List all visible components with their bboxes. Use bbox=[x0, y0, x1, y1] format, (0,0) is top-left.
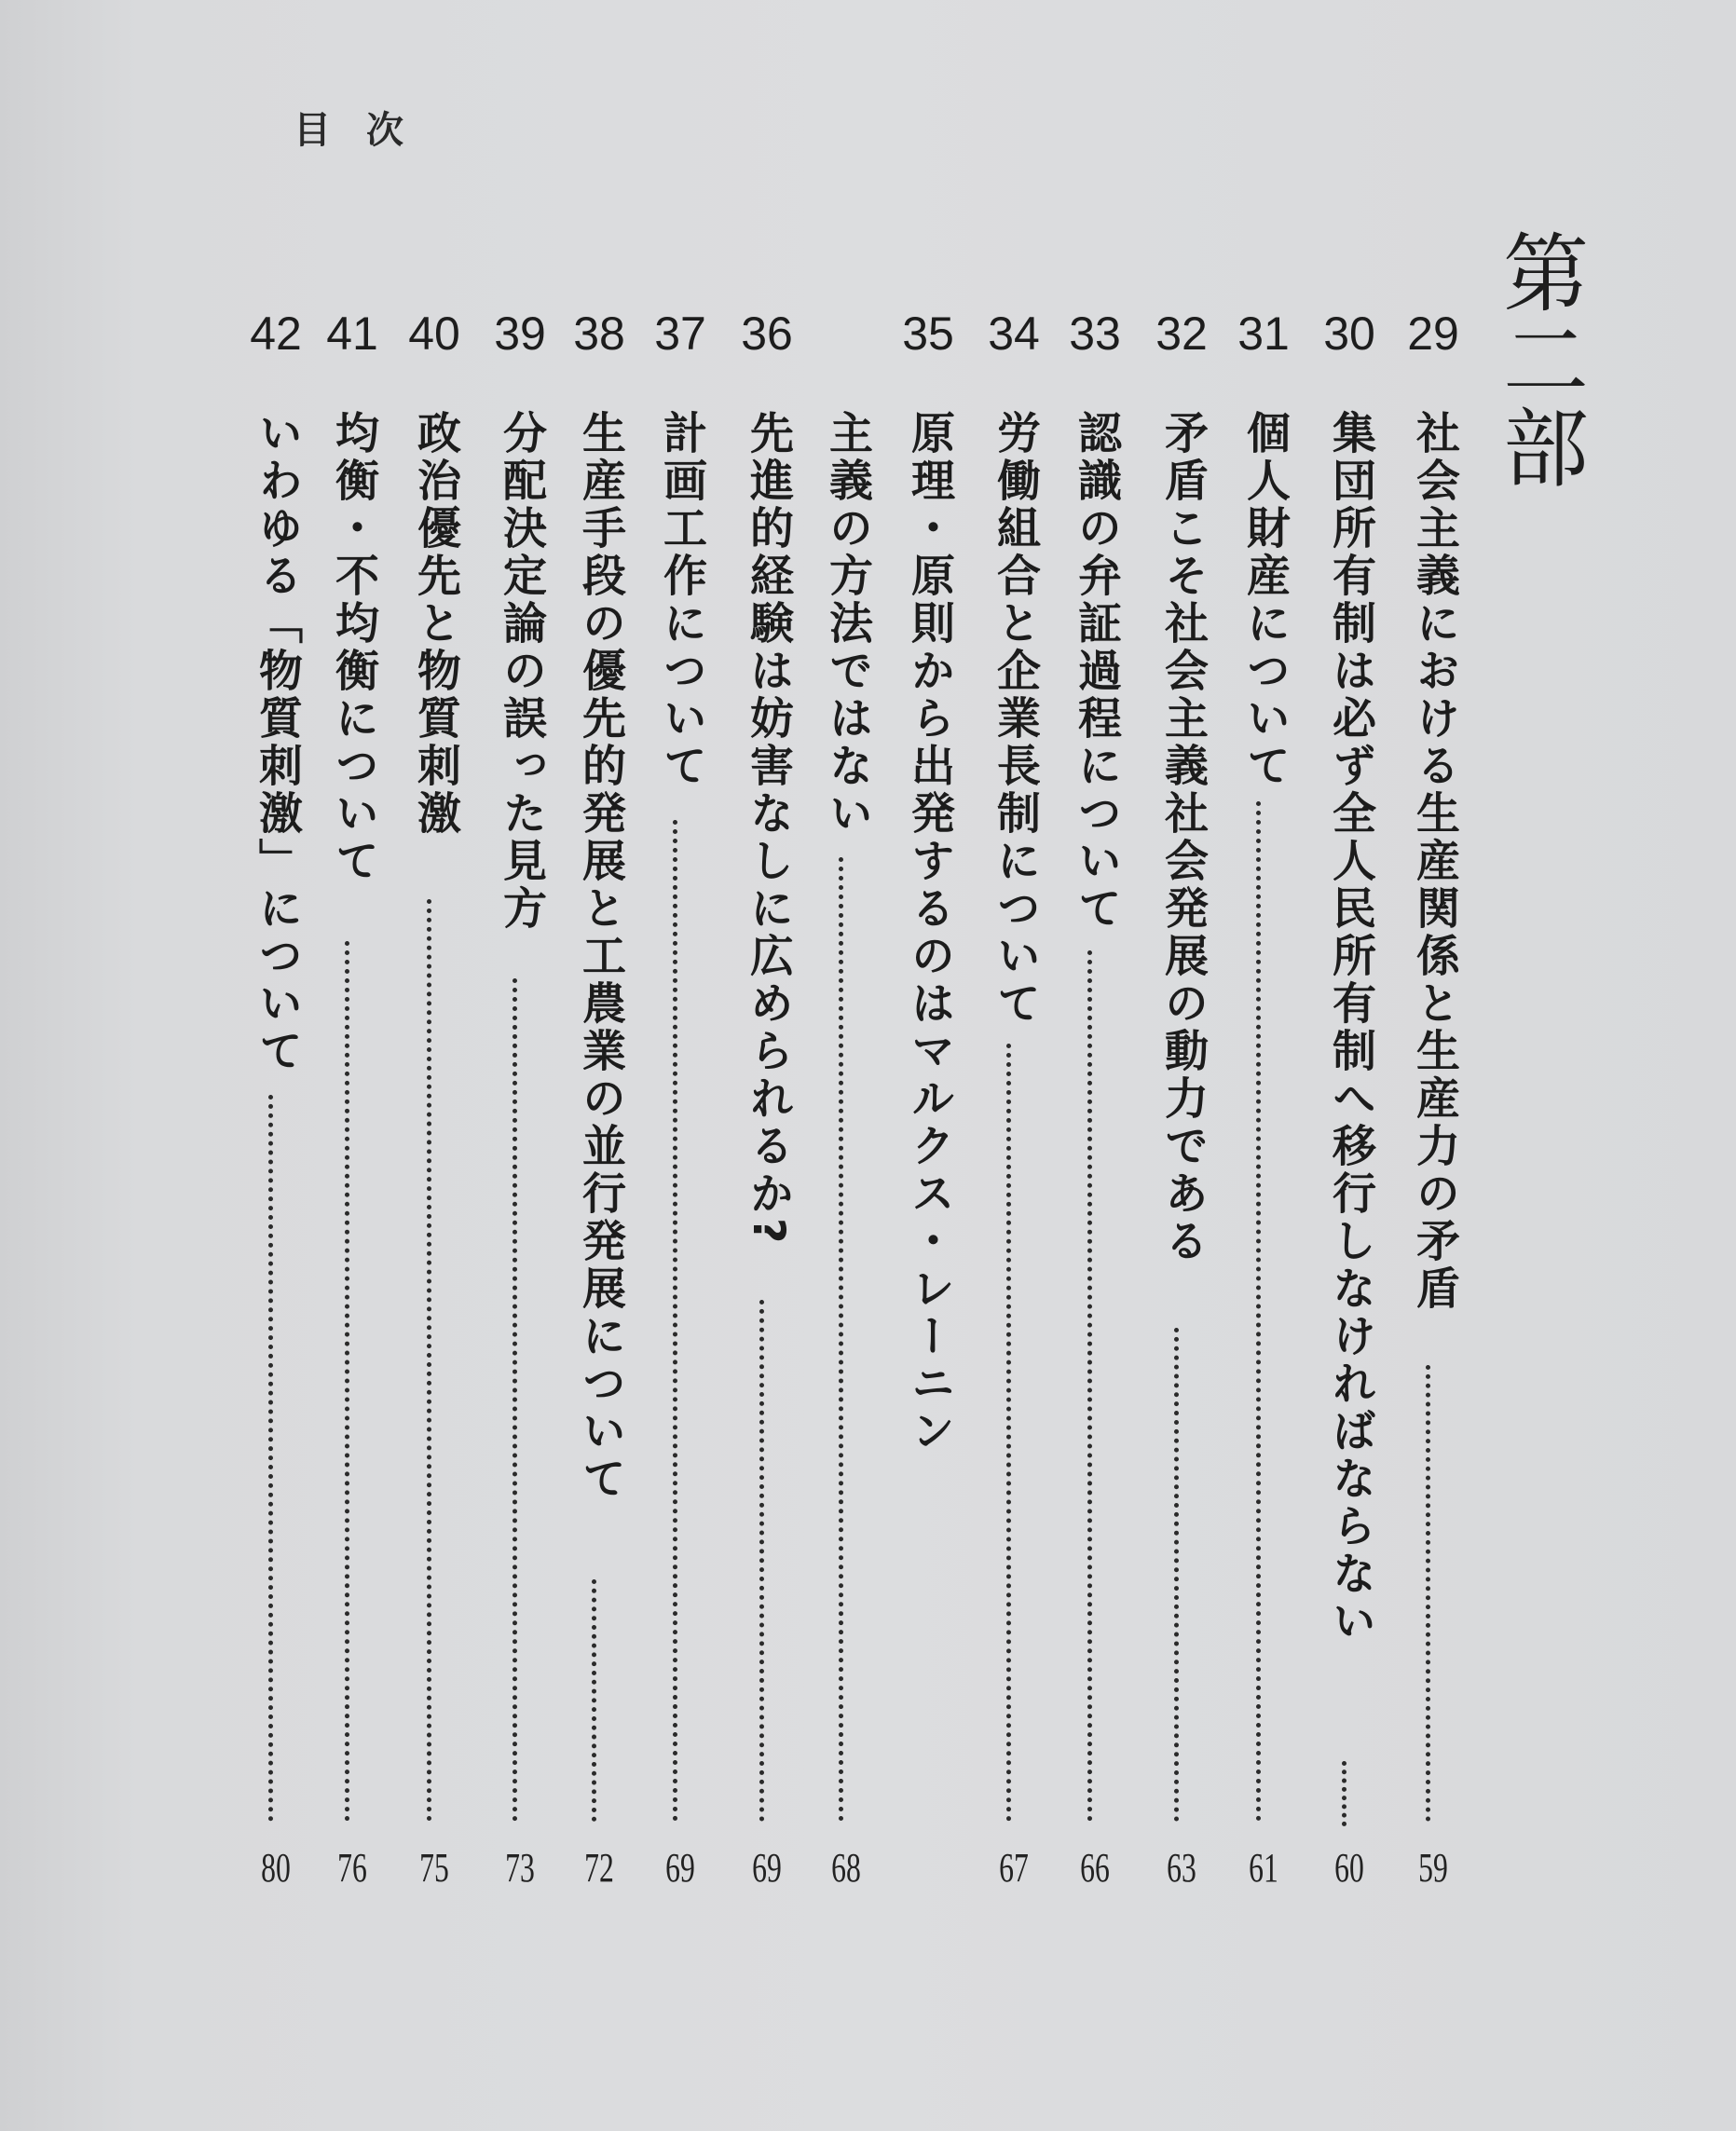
entry-title: 主義の方法ではない bbox=[822, 410, 873, 838]
running-head: 目次 bbox=[294, 109, 439, 152]
toc-entry-29 bbox=[1398, 307, 1469, 1892]
leader-dots bbox=[673, 820, 677, 1822]
entry-title: 個人財産について bbox=[1239, 410, 1291, 790]
leader-dots bbox=[1006, 1044, 1011, 1822]
entry-number: 41 bbox=[326, 307, 378, 360]
entry-page: 63 bbox=[1167, 1845, 1196, 1891]
entry-page: 69 bbox=[752, 1845, 782, 1891]
entry-number: 35 bbox=[902, 307, 954, 360]
toc-entry-35-continued bbox=[811, 307, 882, 1892]
entry-page: 60 bbox=[1334, 1845, 1364, 1891]
leader-dots bbox=[592, 1579, 596, 1822]
toc-entry-34 bbox=[978, 307, 1049, 1892]
entry-number: 33 bbox=[1069, 307, 1121, 360]
toc-entry-33 bbox=[1059, 307, 1130, 1892]
entry-number: 40 bbox=[408, 307, 460, 360]
entry-number: 42 bbox=[250, 307, 302, 360]
entry-page: 75 bbox=[419, 1845, 449, 1891]
leader-dots bbox=[345, 941, 349, 1822]
entry-page: 61 bbox=[1249, 1845, 1278, 1891]
leader-dots bbox=[1087, 950, 1092, 1822]
leader-dots bbox=[1342, 1761, 1346, 1826]
entry-number: 29 bbox=[1407, 307, 1459, 360]
leader-dots bbox=[1426, 1365, 1430, 1822]
toc-entry-36 bbox=[731, 307, 802, 1892]
entry-title: 政治優先と物質刺激 bbox=[410, 410, 461, 838]
toc-entry-39 bbox=[485, 307, 555, 1892]
toc-entry-38 bbox=[564, 307, 635, 1892]
entry-number: 30 bbox=[1323, 307, 1375, 360]
entry-title: 社会主義における生産関係と生産力の矛盾 bbox=[1409, 410, 1460, 1313]
toc-entry-32 bbox=[1146, 307, 1217, 1892]
entry-page: 68 bbox=[831, 1845, 861, 1891]
leader-dots bbox=[759, 1300, 764, 1822]
entry-title: 計画工作について bbox=[656, 410, 707, 790]
toc-entry-40 bbox=[399, 307, 470, 1892]
entry-number: 31 bbox=[1237, 307, 1290, 360]
leader-dots bbox=[839, 857, 843, 1822]
entry-page: 73 bbox=[505, 1845, 535, 1891]
entry-page: 76 bbox=[337, 1845, 367, 1891]
entry-number: 39 bbox=[494, 307, 546, 360]
entry-title: 矛盾こそ社会主義社会発展の動力である bbox=[1157, 410, 1209, 1265]
leader-dots bbox=[513, 978, 517, 1822]
entry-title: 先進的経験は妨害なしに広められるか? bbox=[743, 410, 794, 1248]
entry-number: 37 bbox=[654, 307, 706, 360]
leader-dots bbox=[1256, 801, 1261, 1822]
entry-title: 集団所有制は必ず全人民所有制へ移行しなければならない bbox=[1325, 410, 1376, 1646]
entry-number: 38 bbox=[573, 307, 625, 360]
entry-page: 80 bbox=[261, 1845, 291, 1891]
toc-entry-35 bbox=[893, 307, 964, 1892]
toc-entry-31 bbox=[1228, 307, 1299, 1892]
entry-title: 労働組合と企業長制について bbox=[990, 410, 1041, 1028]
toc-entry-37 bbox=[645, 307, 716, 1892]
entry-page: 69 bbox=[665, 1845, 695, 1891]
entry-page: 66 bbox=[1080, 1845, 1110, 1891]
entry-page: 59 bbox=[1418, 1845, 1448, 1891]
entry-page: 72 bbox=[584, 1845, 614, 1891]
leader-dots bbox=[1174, 1328, 1179, 1822]
entry-title: 均衡・不均衡について bbox=[328, 410, 379, 885]
toc-entry-30 bbox=[1314, 307, 1385, 1892]
entry-number: 34 bbox=[988, 307, 1040, 360]
part-title: 第二部 bbox=[1489, 228, 1589, 491]
entry-title: 生産手段の優先的発展と工農業の並行発展について bbox=[575, 410, 626, 1503]
entry-page: 67 bbox=[999, 1845, 1029, 1891]
toc-entry-41 bbox=[317, 307, 388, 1892]
leader-dots bbox=[427, 899, 431, 1822]
entry-title: いわゆる「物質刺激」について bbox=[252, 410, 303, 1075]
entry-number: 36 bbox=[741, 307, 793, 360]
entry-title: 原理・原則から出発するのはマルクス・レーニン bbox=[904, 410, 955, 1455]
entry-title: 分配決定論の誤った見方 bbox=[496, 410, 547, 933]
toc-entry-42 bbox=[240, 307, 311, 1892]
entry-title: 認識の弁証過程について bbox=[1071, 410, 1122, 933]
leader-dots bbox=[268, 1095, 273, 1822]
entry-number: 32 bbox=[1155, 307, 1208, 360]
